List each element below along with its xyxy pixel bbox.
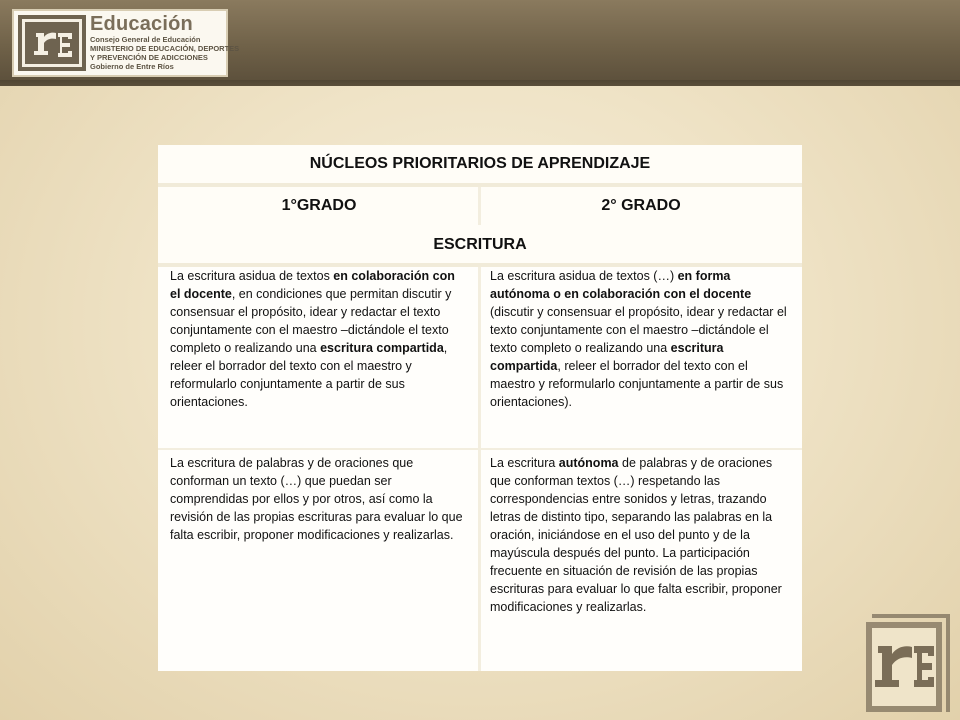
section-escritura: ESCRITURA — [158, 225, 802, 265]
logo — [12, 9, 240, 77]
logo-line-4: Gobierno de Entre Ríos — [90, 62, 174, 71]
cell-row1-grade1 — [170, 267, 468, 411]
grade-1-header: 1°GRADO — [281, 197, 357, 214]
header-banner — [0, 0, 960, 86]
bold-text-segment: autónoma — [558, 456, 619, 470]
cell-row1-grade2 — [490, 267, 788, 411]
text-segment: , releer el borrador del texto con el maestro y reformularlo conjuntamente a partir de sus orientaciones. — [170, 341, 448, 409]
text-segment: de palabras y de oraciones que conforman textos (…) respetando las correspondencias entre sonidos y letras, trazando letras de distinto tipo, separando las palabras en la oración, iniciándose en el uso del punto y de la mayúscula después del punto. La participación frecuente en situación de revisión de las propias escrituras para evaluar lo que falta escribir, proponer modificaciones y realizarlas. — [490, 456, 782, 614]
text-segment: La escritura asidua de textos — [170, 269, 334, 283]
grade-2-header: 2° GRADO — [601, 197, 681, 214]
bold-text-segment: en colaboración con el docente — [170, 269, 455, 301]
cell-row2-grade1 — [170, 454, 468, 544]
text-segment: , releer el borrador del texto con el maestro y reformularlo conjuntamente a partir de sus orientaciones). — [490, 359, 784, 409]
bold-text-segment: escritura compartida — [490, 341, 724, 373]
logo-line-2: MINISTERIO DE EDUCACIÓN, DEPORTES — [90, 44, 240, 53]
grades-row — [158, 187, 802, 225]
text-segment: La escritura de palabras y de oraciones que conforman un texto (…) que puedan ser comprendidas por ellos y por otros, así como la revisión de las propias escrituras para evaluar lo que falta escribir, proponer modificaciones y realizarlas. — [170, 456, 463, 542]
text-segment: La escritura — [490, 456, 559, 470]
column-divider — [478, 267, 481, 671]
logo-line-3: Y PREVENCIÓN DE ADICCIONES — [90, 53, 208, 62]
row-divider — [158, 448, 802, 450]
logo-emblem-icon — [18, 15, 86, 71]
text-segment: La escritura asidua de textos (…) — [490, 269, 678, 283]
logo-title: Educación — [90, 13, 193, 35]
text-segment: , en condiciones que permitan discutir y consensuar el propósito, idear y redactar el texto conjuntamente con el maestro –dictándole el texto completo o realizando una — [170, 287, 452, 355]
bold-text-segment: en forma autónoma o en colaboración con el docente — [490, 269, 752, 301]
corner-logo-icon — [862, 610, 954, 714]
divider — [478, 187, 481, 225]
nap-table — [158, 145, 802, 671]
text-segment: (discutir y consensuar el propósito, idear y redactar el texto conjuntamente con el maestro –dictándole el texto completo o realizando una — [490, 305, 787, 355]
logo-text — [90, 13, 240, 71]
bold-text-segment: escritura compartida — [320, 341, 444, 355]
table-title: NÚCLEOS PRIORITARIOS DE APRENDIZAJE — [158, 145, 802, 183]
cell-row2-grade2 — [490, 454, 788, 616]
logo-line-1: Consejo General de Educación — [90, 35, 201, 44]
